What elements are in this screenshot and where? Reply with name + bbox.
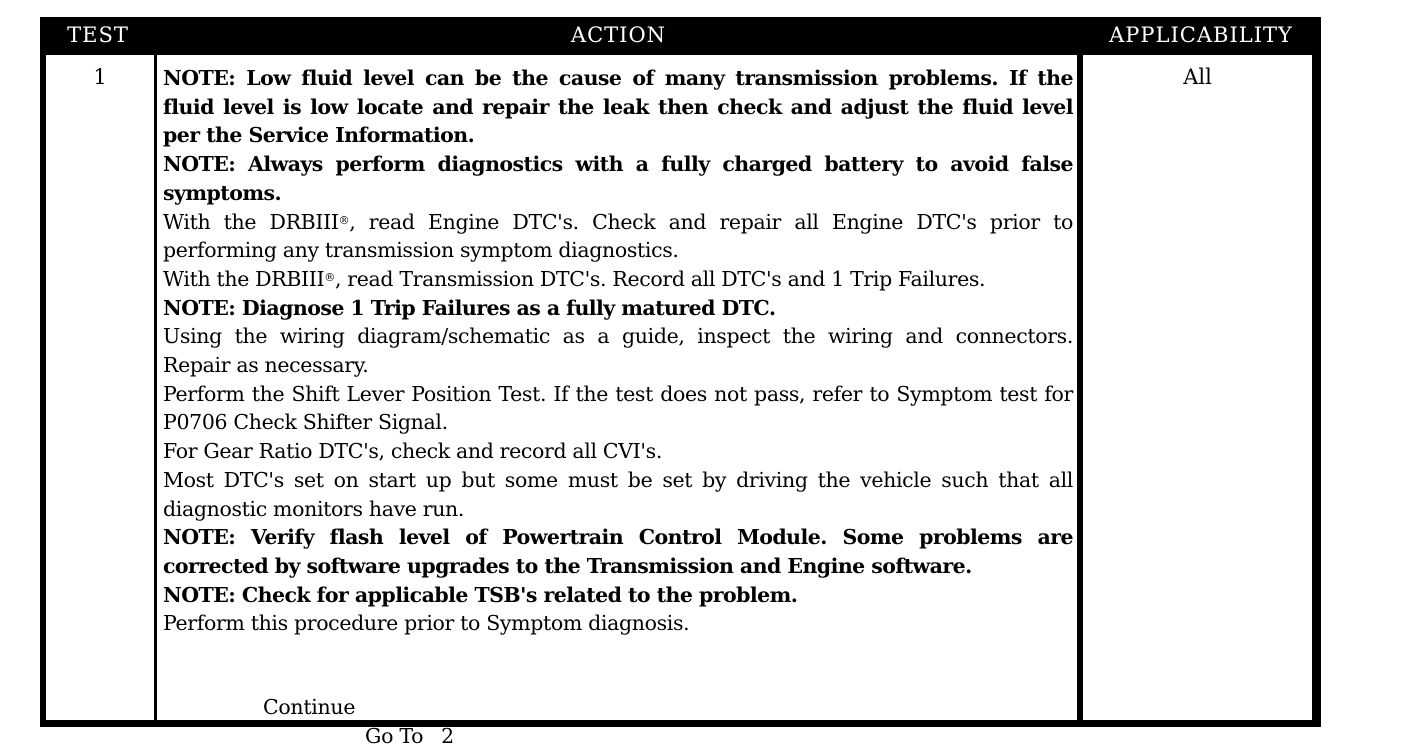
- action-step: Perform the Shift Lever Position Test. If the test does not pass, refer to Symptom test for P0706 Check Shifter Signal.: [163, 381, 1073, 435]
- action-step: Most DTC's set on start up but some must be set by driving the vehicle such that all diagnostic monitors have run.: [163, 467, 1073, 521]
- action-note: NOTE: Low fluid level can be the cause of many transmission problems. If the fluid level is low locate and repair the leak then check and adjust the fluid level per the Service Information.: [163, 66, 1073, 148]
- applicability-cell: [1083, 55, 1312, 720]
- test-number: 1: [93, 65, 107, 89]
- goto-target: 2: [441, 724, 454, 748]
- action-step: With the DRBIII®, read Engine DTC's. Check and repair all Engine DTC's prior to performing any transmission symptom diagnostics.: [163, 209, 1074, 263]
- action-note: NOTE: Check for applicable TSB's related to the problem.: [163, 582, 798, 607]
- goto-label: Go To: [365, 724, 424, 748]
- action-step: Perform this procedure prior to Symptom diagnosis.: [163, 611, 690, 636]
- applicability-value: All: [1183, 65, 1212, 89]
- action-note: NOTE: Diagnose 1 Trip Failures as a fully matured DTC.: [163, 295, 776, 320]
- test-cell: [46, 55, 154, 720]
- header-action: ACTION: [570, 23, 667, 47]
- action-step: For Gear Ratio DTC's, check and record all CVI's.: [163, 439, 663, 464]
- action-note: NOTE: Always perform diagnostics with a fully charged battery to avoid false symptoms.: [163, 152, 1073, 205]
- goto-line: [365, 724, 454, 748]
- action-step: With the DRBIII®, read Transmission DTC's. Record all DTC's and 1 Trip Failures.: [163, 266, 986, 291]
- action-step: Using the wiring diagram/schematic as a guide, inspect the wiring and connectors. Repair as necessary.: [163, 324, 1073, 378]
- header-test: TEST: [67, 23, 129, 47]
- action-note: NOTE: Verify flash level of Powertrain Control Module. Some problems are corrected by software upgrades to the Transmission and Engine software.: [163, 525, 1073, 578]
- diagnostic-table: [40, 17, 1321, 748]
- header-applicability: APPLICABILITY: [1109, 23, 1293, 47]
- action-cell: [157, 55, 1077, 748]
- result-continue: Continue: [263, 695, 356, 719]
- action-text: [163, 64, 1073, 638]
